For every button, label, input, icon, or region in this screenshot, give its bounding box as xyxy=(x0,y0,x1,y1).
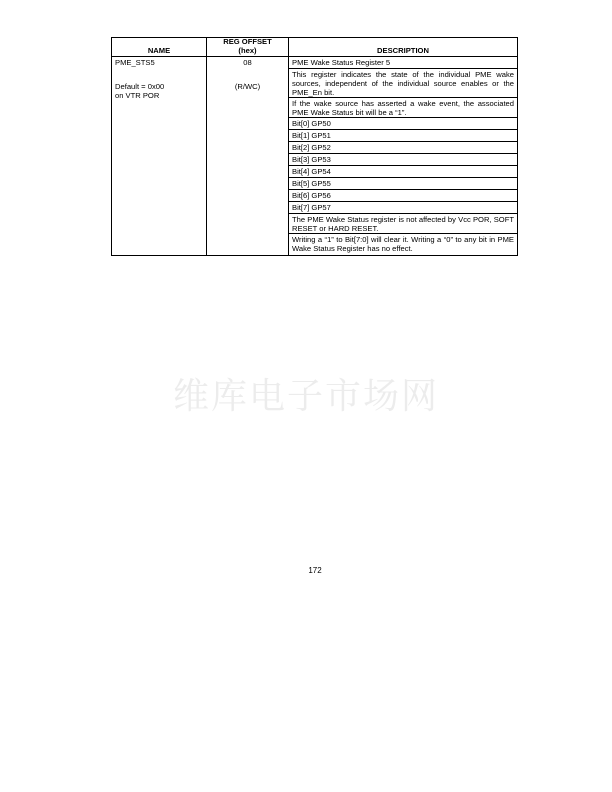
offset-cell xyxy=(207,57,289,256)
desc-line: Bit[3] GP53 xyxy=(289,154,517,166)
register-default-condition: on VTR POR xyxy=(115,91,160,101)
watermark: 维库电子市场网 xyxy=(172,376,439,417)
register-name: PME_STS5 xyxy=(115,58,155,68)
name-cell xyxy=(112,57,207,256)
desc-line: Writing a “1” to Bit[7:0] will clear it. Writing a “0” to any bit in PME Wake Status Register has no effect. xyxy=(292,235,514,254)
header-description: DESCRIPTION xyxy=(289,38,518,57)
description-cell xyxy=(289,57,518,256)
desc-line: This register indicates the state of the individual PME wake sources, independent of the individual source enables or the PME_En bit. xyxy=(289,69,517,98)
desc-line: Bit[4] GP54 xyxy=(289,166,517,178)
register-offset: 08 xyxy=(243,58,252,68)
register-table xyxy=(111,37,518,256)
desc-line: Bit[5] GP55 xyxy=(289,178,517,190)
header-reg-offset xyxy=(207,38,289,57)
desc-line: Bit[7] GP57 xyxy=(289,202,517,214)
page-number: 172 xyxy=(308,566,322,575)
register-default: Default = 0x00 xyxy=(115,82,165,92)
header-offset-line2: (hex) xyxy=(238,45,257,55)
header-name: NAME xyxy=(112,38,207,57)
desc-line: The PME Wake Status register is not affected by Vcc POR, SOFT RESET or HARD RESET. xyxy=(289,214,517,234)
desc-line: Bit[2] GP52 xyxy=(289,142,517,154)
desc-line: Bit[6] GP56 xyxy=(289,190,517,202)
desc-line: Bit[0] GP50 xyxy=(289,118,517,130)
header-row xyxy=(112,38,518,57)
register-access: (R/WC) xyxy=(234,82,261,92)
table-row xyxy=(112,57,518,256)
desc-line: Bit[1] GP51 xyxy=(289,130,517,142)
header-offset-line1: REG OFFSET xyxy=(223,37,272,46)
desc-line: If the wake source has asserted a wake event, the associated PME Wake Status bit will be a “1”. xyxy=(289,98,517,118)
desc-line: PME Wake Status Register 5 xyxy=(289,57,517,69)
